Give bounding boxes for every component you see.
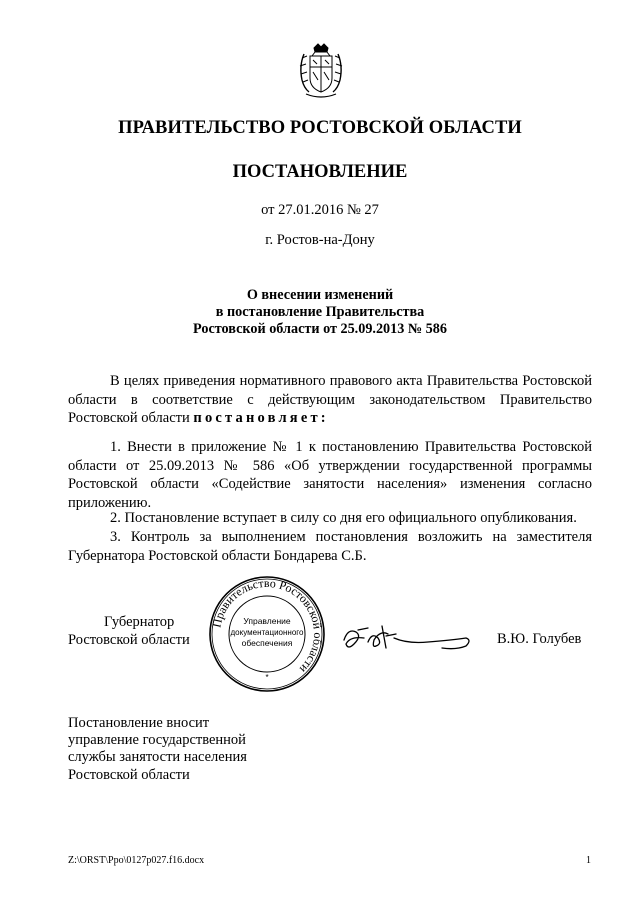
city: г. Ростов-на-Дону: [265, 232, 375, 248]
stamp-inner-line-1: Управление: [243, 616, 291, 626]
signatory-title-line-1: Губернатор: [104, 614, 175, 630]
footer-page-number: 1: [586, 855, 591, 866]
signatory-title-line-2: Ростовской области: [68, 632, 190, 648]
subject-heading: [0, 287, 640, 338]
coat-of-arms-icon: [296, 42, 346, 100]
stamp-inner-line-2: документационного: [230, 628, 304, 637]
item-2-paragraph: 2. Постановление вступает в силу со дня его официального опубликования.: [110, 510, 577, 526]
subject-line-3: Ростовской области от 25.09.2013 № 586: [193, 321, 447, 337]
footer-file-path: Z:\ORST\Ppo\0127p027.f16.docx: [68, 855, 205, 866]
item-3-paragraph: 3. Контроль за выполнением постановления возложить на заместителя Губернатора Ростовской области Бондарева С.Б.: [68, 529, 592, 564]
item-1-paragraph: 1. Внести в приложение № 1 к постановлению Правительства Ростовской области от 25.09.2013 № 586 «Об утверждении государственной программы Ростовской области «Содействие занятости населения» изменения согласно приложению.: [68, 439, 592, 511]
subject-line-2: в постановление Правительства: [215, 304, 425, 320]
stamp-outer-text: Правительство Ростовской области: [209, 575, 326, 677]
note-line-4: Ростовской области: [68, 766, 190, 783]
preamble-paragraph: [68, 372, 592, 428]
date-number: от 27.01.2016 № 27: [261, 202, 379, 218]
official-stamp: [207, 574, 327, 694]
submitter-note: [68, 715, 247, 784]
subject-line-1: О внесении изменений: [246, 287, 394, 303]
stamp-inner-line-3: обеспечения: [241, 638, 293, 648]
note-line-3: службы занятости населения: [68, 749, 247, 766]
resolves-word: постановляет:: [193, 410, 329, 426]
svg-text:*: *: [265, 673, 269, 682]
signatory-title: [68, 613, 190, 649]
preamble-text: В целях приведения нормативного правового акта Правительства Ростовской области в соответствие с действующим законодательством Правительство Ростовской области: [68, 373, 592, 426]
signer-name: В.Ю. Голубев: [497, 631, 582, 647]
government-title: ПРАВИТЕЛЬСТВО РОСТОВСКОЙ ОБЛАСТИ: [118, 118, 522, 138]
note-line-2: управление государственной: [68, 732, 246, 749]
note-line-1: Постановление вносит: [68, 715, 210, 731]
document-type: ПОСТАНОВЛЕНИЕ: [232, 162, 408, 182]
handwritten-signature: [338, 618, 478, 658]
